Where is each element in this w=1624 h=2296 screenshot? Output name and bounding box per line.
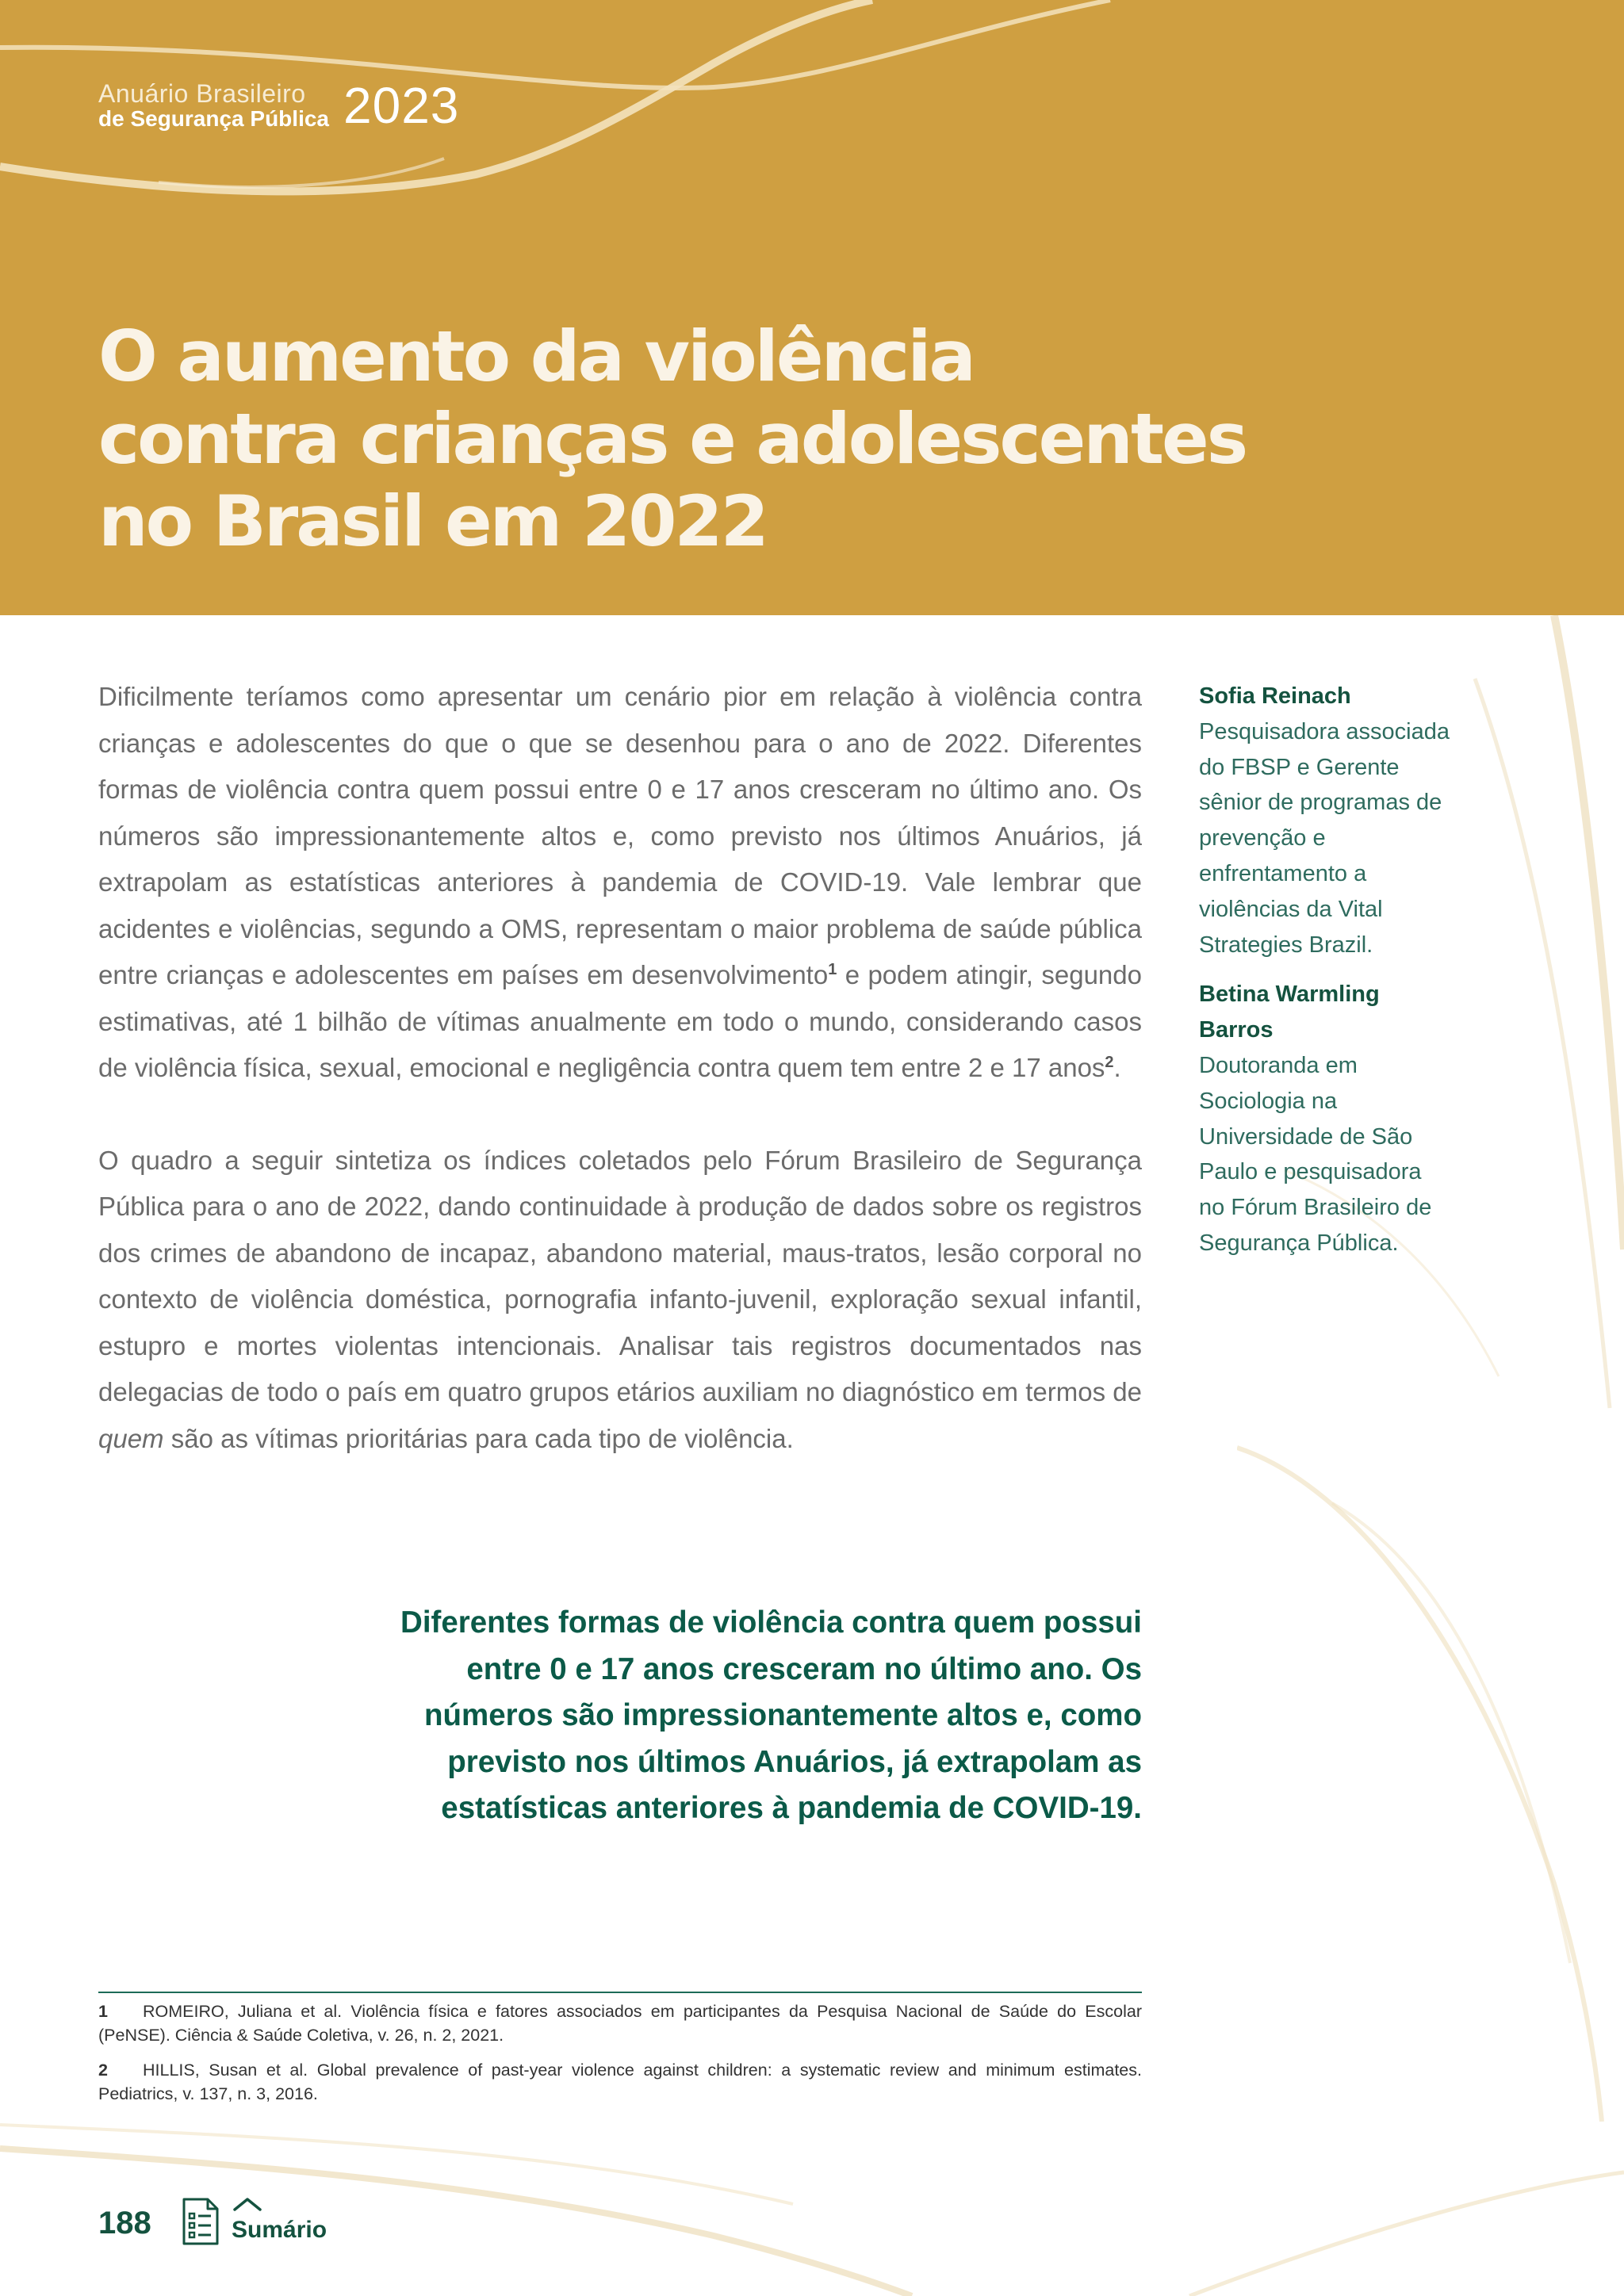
authors-sidebar [1199,679,1453,1276]
footnote-1-text: ROMEIRO, Juliana et al. Violência física e fatores associados em participantes da Pesquisa Nacional de Saúde do Escolar (PeNSE). Ciência & Saúde Coletiva, v. 26, n. 2, 2021. [98,2002,1142,2045]
publication-brand [98,76,459,135]
author-1-name: Sofia Reinach [1199,683,1351,709]
footnote-1 [98,1999,1142,2047]
bottom-swoosh-decoration [0,2093,1624,2296]
chevron-up-icon[interactable] [232,2196,263,2212]
author-2-bio: Doutoranda em Sociologia na Universidade de São Paulo e pesquisadora no Fórum Brasileiro de Segurança Pública. [1199,1052,1432,1256]
author-2 [1199,977,1453,1261]
brand-text [98,81,329,130]
paragraph-1 [98,674,1142,1092]
paragraph-1-text-c: . [1113,1053,1121,1082]
brand-year: 2023 [343,77,460,134]
article-body [98,674,1142,1462]
author-2-name: Betina Warmling Barros [1199,982,1380,1043]
table-of-contents-icon[interactable] [179,2196,222,2247]
header-band [0,0,1624,615]
author-1 [1199,679,1453,962]
pull-quote: Diferentes formas de violência contra quem possui entre 0 e 17 anos cresceram no último ano. Os números são impressionantemente altos e, como previsto nos últimos Anuários, já extrapolam as estatísticas anteriores à pandemia de COVID-19. [400,1605,1142,1825]
title-line-2: contra crianças e adolescentes [98,398,1247,480]
footnote-2-text: HILLIS, Susan et al. Global prevalence of past-year violence against children: a systematic review and minimum estimates. Pediatrics, v. 137, n. 3, 2016. [98,2061,1142,2103]
sumario-link[interactable]: Sumário [232,2217,327,2243]
paragraph-1-text-b: e podem atingir, segundo estimativas, até 1 bilhão de vítimas anualmente em todo o mundo, considerando casos de violência física, sexual, emocional e negligência contra quem tem entre 2 e 17 anos [98,960,1142,1082]
brand-line-2: de Segurança Pública [98,106,329,131]
paragraph-1-text-a: Dificilmente teríamos como apresentar um cenário pior em relação à violência contra crianças e adolescentes do que o que se desenhou para o ano de 2022. Diferentes formas de violência contra quem possui entre 0 e 17 anos cresceram no último ano. Os números são impressionantemente altos e, como previsto nos últimos Anuários, já extrapolam as estatísticas anteriores à pandemia de COVID-19. Vale lembrar que acidentes e violências, segundo a OMS, representam o maior problema de saúde pública entre crianças e adolescentes em países em desenvolvimento [98,682,1142,989]
paragraph-2-text-b: são as vítimas prioritárias para cada tipo de violência. [163,1423,794,1453]
paragraph-2-emphasis: quem [98,1423,164,1453]
brand-line-1: Anuário Brasileiro [98,79,306,108]
footnotes [98,1999,1142,2117]
footnote-ref-2[interactable]: 2 [1105,1054,1114,1071]
title-line-1: O aumento da violência [98,316,974,397]
paragraph-2-text-a: O quadro a seguir sintetiza os índices coletados pelo Fórum Brasileiro de Segurança Pública para o ano de 2022, dando continuidade à produção de dados sobre os registros dos crimes de abandono de incapaz, abandono material, maus-tratos, lesão corporal no contexto de violência doméstica, pornografia infanto-juvenil, exploração sexual infantil, estupro e mortes violentas intencionais. Analisar tais registros documentados nas delegacias de todo o país em quatro grupos etários auxiliam no diagnóstico em termos de [98,1145,1142,1406]
page-number: 188 [98,2206,151,2241]
footnote-2 [98,2058,1142,2106]
title-line-3: no Brasil em 2022 [98,480,767,562]
footnote-2-number: 2 [98,2061,108,2080]
paragraph-2 [98,1138,1142,1463]
footnote-ref-1[interactable]: 1 [828,961,837,978]
footnote-1-number: 1 [98,2002,108,2021]
footnote-divider [98,1992,1142,1993]
page-title [98,316,1288,563]
author-1-bio: Pesquisadora associada do FBSP e Gerente sênior de programas de prevenção e enfrentamento a violências da Vital Strategies Brazil. [1199,718,1450,958]
